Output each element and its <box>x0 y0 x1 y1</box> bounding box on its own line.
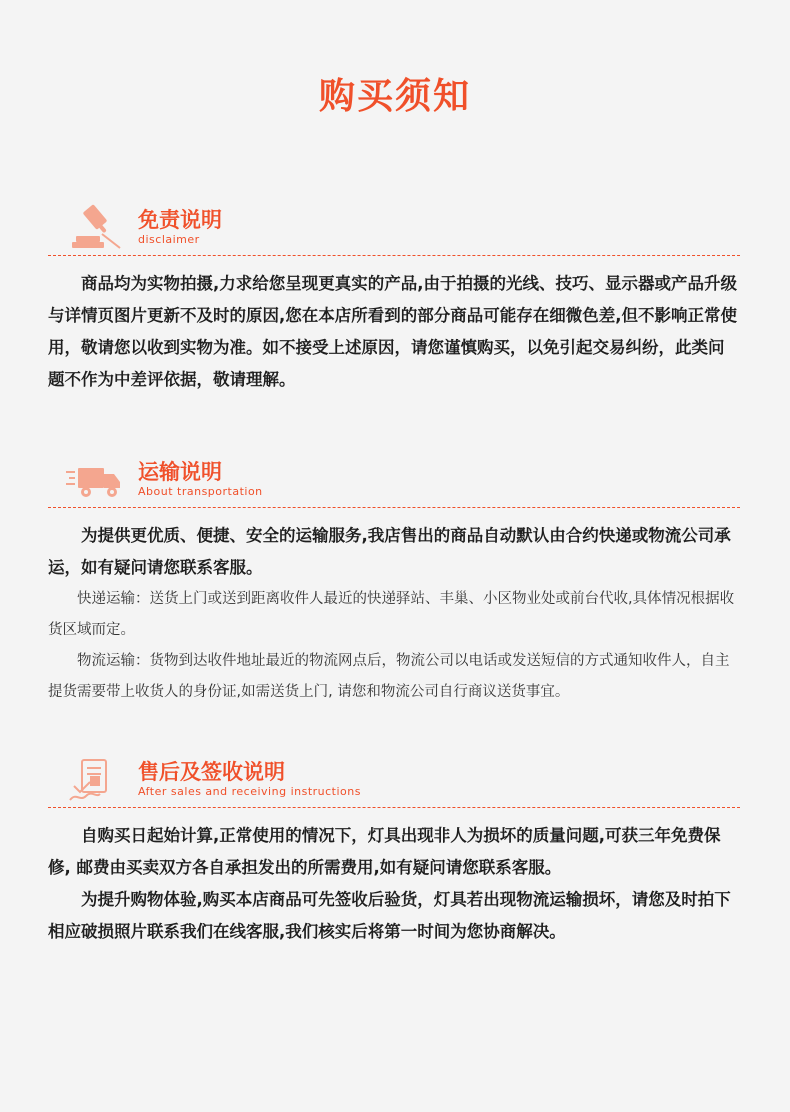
page-title: 购买须知 <box>318 76 471 117</box>
paragraph: 物流运输：货物到达收件地址最近的物流网点后，物流公司以电话或发送短信的方式通知收件人，自主提货需要带上收货人的身份证,如需送货上门, 请您和物流公司自行商议送货事宜。 <box>48 653 730 700</box>
paragraph: 商品均为实物拍摄,力求给您呈现更真实的产品,由于拍摄的光线、技巧、显示器或产品升级与详情页图片更新不及时的原因,您在本店所看到的部分商品可能存在细微色差,但不影响正常使用，敬请您以收到实物为准。如不接受上述原因，请您谨慎购买，以免引起交易纠纷，此类问题不作为中差评依据，敬请理解。 <box>48 274 738 389</box>
section-subtitle: About transportation <box>138 485 263 498</box>
section-header <box>48 200 740 262</box>
dashed-divider <box>48 255 740 256</box>
paragraph: 自购买日起始计算,正常使用的情况下，灯具出现非人为损坏的质量问题,可获三年免费保修, 邮费由买卖双方各自承担发出的所需费用,如有疑问请您联系客服。 <box>48 826 721 877</box>
dashed-divider <box>48 807 740 808</box>
paragraph: 为提供更优质、便捷、安全的运输服务,我店售出的商品自动默认由合约快递或物流公司承运，如有疑问请您联系客服。 <box>48 526 731 577</box>
gavel-icon <box>66 204 122 252</box>
delivery-truck-icon <box>66 456 122 504</box>
section-subtitle: disclaimer <box>138 233 200 246</box>
dashed-divider <box>48 507 740 508</box>
after-sales-section <box>48 752 740 948</box>
section-title: 运输说明 <box>138 460 222 484</box>
receipt-sign-icon <box>66 756 122 804</box>
paragraph: 快递运输：送货上门或送到距离收件人最近的快递驿站、丰巢、小区物业处或前台代收,具体情况根据收货区域而定。 <box>48 591 735 638</box>
section-subtitle: After sales and receiving instructions <box>138 785 361 798</box>
section-title: 免责说明 <box>138 208 222 232</box>
transportation-section <box>48 452 740 708</box>
section-header <box>48 452 740 514</box>
section-header <box>48 752 740 814</box>
disclaimer-section <box>48 200 740 396</box>
paragraph: 为提升购物体验,购买本店商品可先签收后验货，灯具若出现物流运输损坏，请您及时拍下相应破损照片联系我们在线客服,我们核实后将第一时间为您协商解决。 <box>48 890 731 941</box>
section-title: 售后及签收说明 <box>138 760 285 784</box>
